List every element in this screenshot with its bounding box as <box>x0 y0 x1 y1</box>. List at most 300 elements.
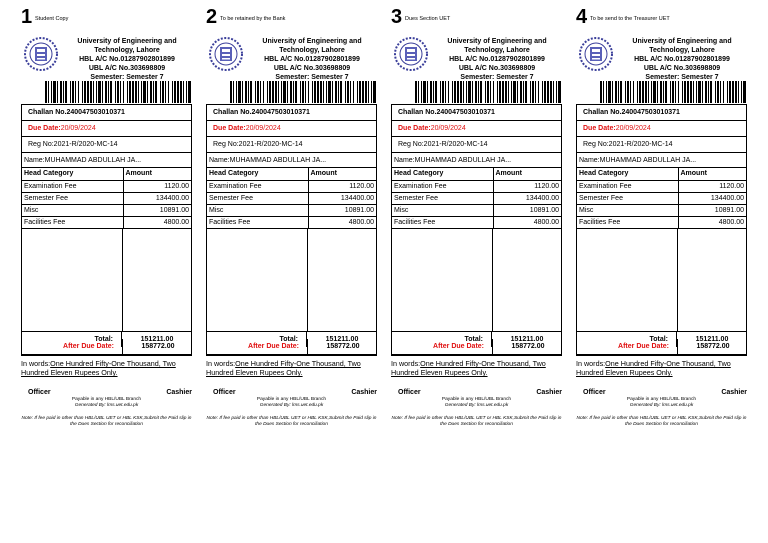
barcode-bar <box>693 81 694 103</box>
due-date-value: 20/09/2024 <box>615 125 651 132</box>
payable-text: Payable in any HBL/UBL Branch <box>71 397 142 402</box>
fee-head: Examination Fee <box>392 180 493 192</box>
barcode-bar <box>177 81 179 103</box>
barcode-bar <box>340 81 342 103</box>
barcode-bar <box>96 81 97 103</box>
semester: Semester: Semester 7 <box>90 74 164 81</box>
barcode-bar <box>445 81 446 103</box>
barcode-bar <box>168 81 169 103</box>
amount-header: Amount <box>308 168 376 180</box>
fee-amount: 134400.00 <box>123 192 191 204</box>
barcode-bar <box>710 81 712 103</box>
barcode-bar <box>550 81 552 103</box>
barcode-bar <box>732 81 734 103</box>
barcode-bar <box>715 81 716 103</box>
barcode-bar <box>648 81 649 103</box>
fee-head: Examination Fee <box>22 180 123 192</box>
barcode-bar <box>468 81 471 103</box>
challan-table <box>206 104 377 355</box>
fee-row <box>207 204 376 216</box>
copy-number: 4 <box>576 6 588 28</box>
fee-head: Semester Fee <box>577 192 678 204</box>
cashier-label: Cashier <box>536 389 562 396</box>
fee-table <box>207 168 376 229</box>
barcode-bar <box>675 81 676 103</box>
fee-row <box>392 192 561 204</box>
after-due-label: After Due Date: <box>207 339 308 355</box>
ubl-account: UBL A/C No.303698809 <box>643 65 721 72</box>
barcode-bar <box>150 81 152 103</box>
barcode-bar <box>172 81 173 103</box>
barcode-bar <box>511 81 512 103</box>
registration-number: Reg No:2021-R/2020-MC-14 <box>207 137 376 153</box>
barcode-bar <box>65 81 67 103</box>
challan-copy <box>206 6 377 431</box>
barcode-bar <box>338 81 339 103</box>
barcode-bar <box>672 81 674 103</box>
total-label: Total: <box>392 332 492 347</box>
fee-amount: 10891.00 <box>308 204 376 216</box>
barcode-bar <box>129 81 131 103</box>
barcode-bar <box>687 81 689 103</box>
barcode-bar <box>717 81 719 103</box>
barcode-bar <box>368 81 369 103</box>
barcode-bar <box>743 81 746 103</box>
barcode-bar <box>236 81 237 103</box>
barcode-bar <box>547 81 549 103</box>
barcode-bar <box>606 81 607 103</box>
barcode-bar <box>281 81 282 103</box>
after-due-label: After Due Date: <box>22 339 123 355</box>
registration-number: Reg No:2021-R/2020-MC-14 <box>577 137 746 153</box>
due-date-value: 20/09/2024 <box>430 125 466 132</box>
barcode-bar <box>138 81 139 103</box>
barcode-bar <box>665 81 667 103</box>
total-amount: 151211.00 <box>325 336 359 343</box>
barcode-bar <box>300 81 301 103</box>
barcode-bar <box>293 81 294 103</box>
payable-info <box>576 397 747 409</box>
fee-row <box>22 192 191 204</box>
barcode-bar <box>538 81 539 103</box>
column-divider <box>492 228 493 331</box>
words-prefix: In words: <box>391 359 421 368</box>
copy-role: Dues Section UET <box>405 16 451 22</box>
barcode-bar <box>645 81 647 103</box>
semester: Semester: Semester 7 <box>460 74 534 81</box>
payable-info <box>206 397 377 409</box>
barcode-bar <box>110 81 112 103</box>
barcode-bar <box>78 81 79 103</box>
reconciliation-note: Note: If fee paid in other than HBL/UBL UET or HBL KSK,Submit the Paid slip in the Dues Section for reconciliation <box>21 416 192 427</box>
barcode-bar <box>255 81 256 103</box>
barcode-bar <box>248 81 249 103</box>
barcode-bar <box>365 81 367 103</box>
due-date-label: Due Date: <box>398 125 431 132</box>
amount-header: Amount <box>493 168 561 180</box>
barcode-bar <box>684 81 686 103</box>
university-name-2: Technology, Lahore <box>649 47 715 54</box>
university-name-2: Technology, Lahore <box>279 47 345 54</box>
barcode-bar <box>153 81 154 103</box>
column-divider <box>677 228 678 331</box>
barcode-bar <box>84 81 86 103</box>
barcode-bar <box>523 81 524 103</box>
due-date-label: Due Date: <box>28 125 61 132</box>
barcode-bar <box>102 81 103 103</box>
barcode-bar <box>350 81 351 103</box>
barcode-bar <box>48 81 49 103</box>
barcode-bar <box>328 81 331 103</box>
barcode-bar <box>556 81 557 103</box>
fee-row <box>577 216 746 228</box>
barcode-bar <box>660 81 662 103</box>
fee-table <box>22 168 191 229</box>
amount-in-words <box>576 359 748 377</box>
barcode-bar <box>57 81 58 103</box>
fee-header-row <box>207 168 376 180</box>
barcode-bar <box>478 81 479 103</box>
barcode-bar <box>729 81 731 103</box>
head-category-header: Head Category <box>22 168 123 180</box>
barcode-bar <box>72 81 74 103</box>
barcode-bar <box>454 81 456 103</box>
total-amount: 151211.00 <box>140 336 174 343</box>
words-prefix: In words: <box>206 359 236 368</box>
barcode-bar <box>82 81 83 103</box>
bank-info <box>61 37 193 82</box>
barcode-bar <box>105 81 107 103</box>
barcode-bar <box>188 81 191 103</box>
barcode-bar <box>143 81 146 103</box>
fee-amount: 1120.00 <box>308 180 376 192</box>
after-due-row <box>206 339 377 356</box>
challan-number: Challan No.240047503010371 <box>392 105 561 121</box>
barcode-bar <box>362 81 364 103</box>
barcode-bar <box>312 81 313 103</box>
barcode-bar <box>532 81 534 103</box>
barcode-bar <box>472 81 473 103</box>
registration-number: Reg No:2021-R/2020-MC-14 <box>392 137 561 153</box>
fee-row <box>577 180 746 192</box>
barcode-bar <box>435 81 437 103</box>
officer-label: Officer <box>398 389 421 396</box>
barcode-bar <box>272 81 274 103</box>
amount-in-words <box>21 359 193 377</box>
barcode-bar <box>690 81 692 103</box>
barcode-bar <box>357 81 358 103</box>
barcode-bar <box>499 81 501 103</box>
total-label: Total: <box>22 332 122 347</box>
barcode-bar <box>275 81 277 103</box>
amount-in-words <box>206 359 378 377</box>
barcode-bar <box>535 81 536 103</box>
barcode-bar <box>493 81 494 103</box>
cashier-label: Cashier <box>351 389 377 396</box>
barcode-bar <box>63 81 64 103</box>
total-amount: 151211.00 <box>695 336 729 343</box>
barcode-bar <box>335 81 337 103</box>
barcode-bar <box>267 81 268 103</box>
barcode-bar <box>487 81 489 103</box>
officer-label: Officer <box>213 389 236 396</box>
fee-row <box>207 180 376 192</box>
barcode-bar <box>180 81 182 103</box>
fee-amount: 134400.00 <box>493 192 561 204</box>
challan-number: Challan No.240047503010371 <box>207 105 376 121</box>
barcode-bar <box>633 81 634 103</box>
barcode-icon <box>45 81 191 103</box>
fee-header-row <box>392 168 561 180</box>
reconciliation-note: Note: If fee paid in other than HBL/UBL UET or HBL KSK,Submit the Paid slip in the Dues Section for reconciliation <box>576 416 747 427</box>
copy-role: To be retained by the Bank <box>220 16 286 22</box>
barcode-bar <box>702 81 703 103</box>
fee-head: Misc <box>207 204 308 216</box>
barcode-bar <box>463 81 464 103</box>
barcode-bar <box>295 81 297 103</box>
ubl-account: UBL A/C No.303698809 <box>88 65 166 72</box>
challan-copy <box>576 6 747 431</box>
officer-label: Officer <box>583 389 606 396</box>
barcode-bar <box>123 81 124 103</box>
head-category-header: Head Category <box>392 168 493 180</box>
due-date <box>207 121 376 137</box>
barcode-bar <box>653 81 656 103</box>
barcode-bar <box>260 81 261 103</box>
hbl-account: HBL A/C No.01287902801899 <box>634 56 730 63</box>
barcode-bar <box>317 81 319 103</box>
barcode-bar <box>147 81 148 103</box>
words-text: One Hundred Fifty-One Thousand, Two Hundred Eleven Rupees Only. <box>206 359 361 377</box>
barcode-bar <box>183 81 184 103</box>
barcode-bar <box>639 81 641 103</box>
bank-info <box>246 37 378 82</box>
barcode-bar <box>457 81 459 103</box>
fee-amount: 10891.00 <box>493 204 561 216</box>
fee-head: Semester Fee <box>392 192 493 204</box>
fee-row <box>392 180 561 192</box>
fee-header-row <box>577 168 746 180</box>
barcode-bar <box>93 81 94 103</box>
reconciliation-note: Note: If fee paid in other than HBL/UBL UET or HBL KSK,Submit the Paid slip in the Dues Section for reconciliation <box>391 416 562 427</box>
barcode-bar <box>630 81 631 103</box>
barcode-bar <box>160 81 161 103</box>
barcode-icon <box>600 81 746 103</box>
barcode-bar <box>186 81 187 103</box>
copy-number: 1 <box>21 6 33 28</box>
university-name-1: University of Engineering and <box>447 38 547 45</box>
barcode-bar <box>305 81 306 103</box>
barcode-bar <box>678 81 679 103</box>
due-date <box>577 121 746 137</box>
fee-head: Facilities Fee <box>392 216 493 228</box>
after-due-amount: 158772.00 <box>511 343 545 350</box>
barcode-bar <box>696 81 697 103</box>
after-due-label: After Due Date: <box>577 339 678 355</box>
barcode-bar <box>705 81 707 103</box>
barcode-bar <box>615 81 617 103</box>
barcode-bar <box>418 81 419 103</box>
barcode-bar <box>373 81 376 103</box>
barcode-bar <box>132 81 134 103</box>
payable-text: Payable in any HBL/UBL Branch <box>256 397 327 402</box>
fee-amount: 4800.00 <box>678 216 746 228</box>
barcode-bar <box>558 81 561 103</box>
barcode-bar <box>600 81 602 103</box>
fee-amount: 134400.00 <box>308 192 376 204</box>
fee-amount: 4800.00 <box>123 216 191 228</box>
barcode-bar <box>485 81 486 103</box>
fee-row <box>22 216 191 228</box>
barcode-bar <box>345 81 346 103</box>
fee-head: Facilities Fee <box>22 216 123 228</box>
due-date-label: Due Date: <box>583 125 616 132</box>
barcode-bar <box>738 81 739 103</box>
barcode-bar <box>278 81 279 103</box>
barcode-bar <box>70 81 71 103</box>
barcode-bar <box>544 81 546 103</box>
fee-amount: 1120.00 <box>123 180 191 192</box>
fee-table <box>392 168 561 229</box>
barcode-bar <box>442 81 444 103</box>
reconciliation-note: Note: If fee paid in other than HBL/UBL UET or HBL KSK,Submit the Paid slip in the Dues Section for reconciliation <box>206 416 377 427</box>
barcode-bar <box>612 81 613 103</box>
barcode-bar <box>155 81 157 103</box>
barcode-bar <box>353 81 354 103</box>
barcode-bar <box>627 81 629 103</box>
barcode-bar <box>517 81 518 103</box>
amount-header: Amount <box>123 168 191 180</box>
due-date-value: 20/09/2024 <box>245 125 281 132</box>
challan-table <box>391 104 562 355</box>
barcode-bar <box>475 81 477 103</box>
barcode-bar <box>314 81 316 103</box>
after-due-row <box>576 339 747 356</box>
student-name: Name:MUHAMMAD ABDULLAH JA... <box>207 153 376 168</box>
words-prefix: In words: <box>21 359 51 368</box>
copy-role: Student Copy <box>35 16 69 22</box>
barcode-bar <box>620 81 622 103</box>
fee-amount: 4800.00 <box>493 216 561 228</box>
barcode-bar <box>98 81 101 103</box>
barcode-bar <box>165 81 166 103</box>
after-due-row <box>21 339 192 356</box>
challan-copy <box>21 6 192 431</box>
cashier-label: Cashier <box>166 389 192 396</box>
after-due-label: After Due Date: <box>392 339 493 355</box>
barcode-bar <box>250 81 252 103</box>
payable-text: Payable in any HBL/UBL Branch <box>441 397 512 402</box>
student-name: Name:MUHAMMAD ABDULLAH JA... <box>392 153 561 168</box>
fee-row <box>207 192 376 204</box>
fee-row <box>577 192 746 204</box>
barcode-bar <box>45 81 47 103</box>
copy-number: 3 <box>391 6 403 28</box>
words-text: One Hundred Fifty-One Thousand, Two Hundred Eleven Rupees Only. <box>391 359 546 377</box>
fee-table <box>577 168 746 229</box>
barcode-bar <box>87 81 89 103</box>
copy-role: To be send to the Treasurer UET <box>590 16 670 22</box>
barcode-bar <box>741 81 742 103</box>
barcode-bar <box>735 81 737 103</box>
total-label: Total: <box>207 332 307 347</box>
fee-row <box>22 180 191 192</box>
fee-amount: 10891.00 <box>678 204 746 216</box>
barcode-bar <box>242 81 243 103</box>
barcode-bar <box>657 81 658 103</box>
fee-head: Semester Fee <box>207 192 308 204</box>
payable-info <box>21 397 192 409</box>
university-name-1: University of Engineering and <box>632 38 732 45</box>
barcode-bar <box>460 81 462 103</box>
head-category-header: Head Category <box>577 168 678 180</box>
barcode-bar <box>427 81 428 103</box>
amount-header: Amount <box>678 168 746 180</box>
hbl-account: HBL A/C No.01287902801899 <box>449 56 545 63</box>
fee-header-row <box>22 168 191 180</box>
after-due-amount: 158772.00 <box>696 343 730 350</box>
fee-row <box>392 204 561 216</box>
after-due-amount: 158772.00 <box>141 343 175 350</box>
barcode-bar <box>60 81 62 103</box>
barcode-bar <box>430 81 432 103</box>
fee-row <box>207 216 376 228</box>
barcode-bar <box>542 81 543 103</box>
fee-head: Misc <box>392 204 493 216</box>
barcode-bar <box>513 81 516 103</box>
due-date <box>22 121 191 137</box>
barcode-bar <box>698 81 701 103</box>
hbl-account: HBL A/C No.01287902801899 <box>79 56 175 63</box>
generated-by: Generated By: lms.uet.edu.pk <box>629 403 694 408</box>
barcode-bar <box>269 81 271 103</box>
hbl-account: HBL A/C No.01287902801899 <box>264 56 360 63</box>
barcode-bar <box>53 81 56 103</box>
barcode-bar <box>603 81 604 103</box>
barcode-bar <box>505 81 507 103</box>
words-text: One Hundred Fifty-One Thousand, Two Hundred Eleven Rupees Only. <box>21 359 176 377</box>
fee-amount: 1120.00 <box>493 180 561 192</box>
student-name: Name:MUHAMMAD ABDULLAH JA... <box>22 153 191 168</box>
head-category-header: Head Category <box>207 168 308 180</box>
semester: Semester: Semester 7 <box>645 74 719 81</box>
fee-amount: 1120.00 <box>678 180 746 192</box>
barcode-bar <box>720 81 721 103</box>
after-due-amount: 158772.00 <box>326 343 360 350</box>
barcode-bar <box>127 81 128 103</box>
due-date-label: Due Date: <box>213 125 246 132</box>
ubl-account: UBL A/C No.303698809 <box>458 65 536 72</box>
barcode-bar <box>117 81 119 103</box>
fee-amount: 4800.00 <box>308 216 376 228</box>
barcode-bar <box>75 81 76 103</box>
barcode-bar <box>263 81 264 103</box>
due-date-value: 20/09/2024 <box>60 125 96 132</box>
barcode-bar <box>448 81 449 103</box>
university-logo-icon <box>23 36 59 72</box>
challan-copy <box>391 6 562 431</box>
due-date <box>392 121 561 137</box>
bank-info <box>616 37 748 82</box>
barcode-bar <box>120 81 121 103</box>
barcode-bar <box>637 81 638 103</box>
barcode-bar <box>308 81 309 103</box>
university-name-2: Technology, Lahore <box>464 47 530 54</box>
barcode-bar <box>174 81 176 103</box>
officer-label: Officer <box>28 389 51 396</box>
challan-number: Challan No.240047503010371 <box>22 105 191 121</box>
barcode-bar <box>727 81 728 103</box>
